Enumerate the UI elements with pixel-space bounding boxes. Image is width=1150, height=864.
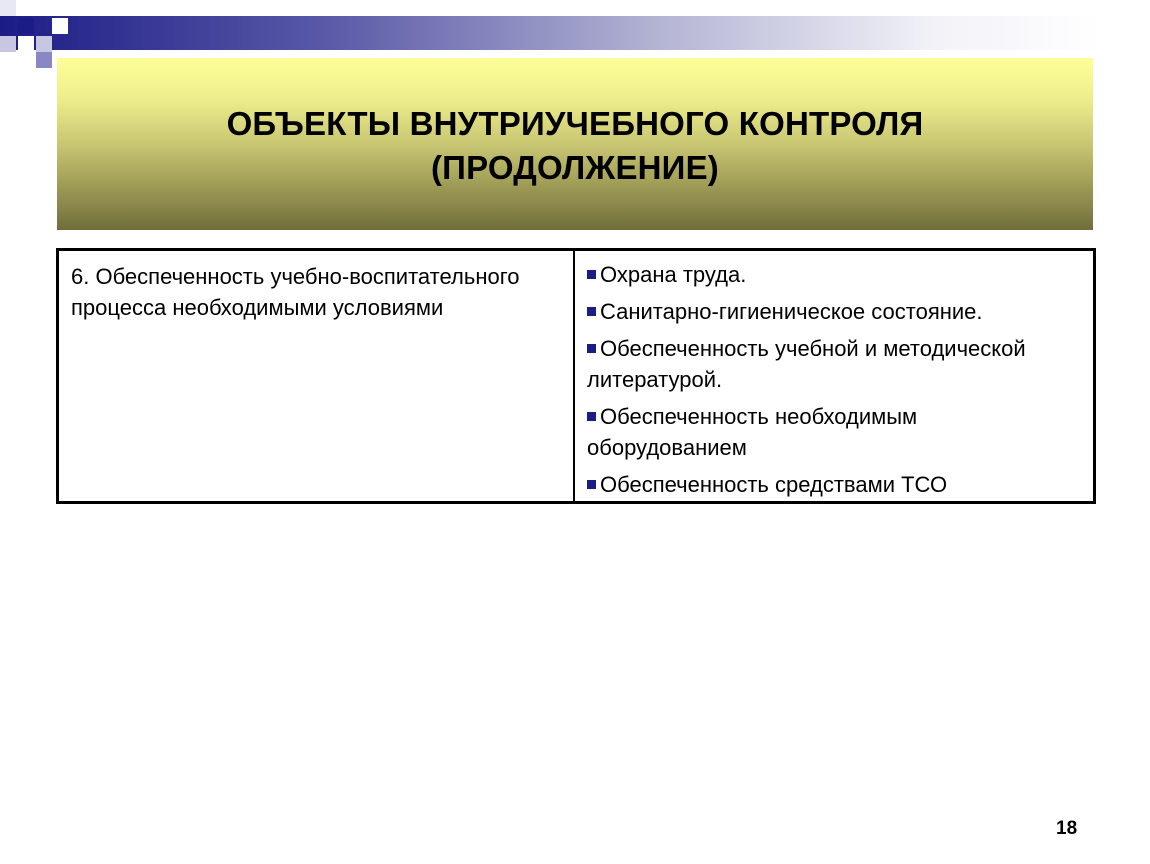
square-bullet-icon — [587, 412, 596, 421]
table-cell-right — [575, 251, 1093, 501]
decor-square-white — [68, 0, 84, 16]
square-bullet-icon — [587, 480, 596, 489]
page-number: 18 — [1056, 818, 1078, 839]
title-line-1: ОБЪЕКТЫ ВНУТРИУЧЕБНОГО КОНТРОЛЯ — [226, 105, 924, 142]
list-item — [587, 333, 1081, 395]
page-title — [57, 102, 1093, 190]
list-item-text: Санитарно-гигиеническое состояние. — [600, 299, 983, 324]
table-cell-left: 6. Обеспеченность учебно-воспитательного процесса необходимыми условиями — [59, 251, 575, 501]
decor-square-light — [36, 36, 52, 52]
list-item-text: Охрана труда. — [600, 262, 747, 287]
header-gradient-bar — [0, 16, 1100, 50]
list-item-text: Обеспеченность средствами ТСО — [600, 472, 948, 497]
decor-square-white — [36, 0, 52, 16]
list-item — [587, 469, 1081, 500]
list-item — [587, 259, 1081, 290]
decor-square-white — [52, 18, 68, 34]
list-item — [587, 401, 1081, 463]
list-item — [587, 296, 1081, 327]
content-table — [56, 248, 1096, 504]
square-bullet-icon — [587, 344, 596, 353]
decor-square-white — [18, 36, 34, 52]
decor-square-light — [36, 52, 52, 68]
list-item-text: Обеспеченность учебной и методической литературой. — [587, 336, 1026, 392]
title-banner — [57, 58, 1093, 230]
decor-square-white — [0, 0, 16, 16]
title-line-2: (ПРОДОЛЖЕНИЕ) — [430, 149, 719, 186]
decor-square-light — [0, 36, 16, 52]
list-item-text: Обеспеченность необходимым оборудованием — [587, 404, 918, 460]
square-bullet-icon — [587, 270, 596, 279]
square-bullet-icon — [587, 307, 596, 316]
decor-square-dark — [18, 18, 34, 34]
